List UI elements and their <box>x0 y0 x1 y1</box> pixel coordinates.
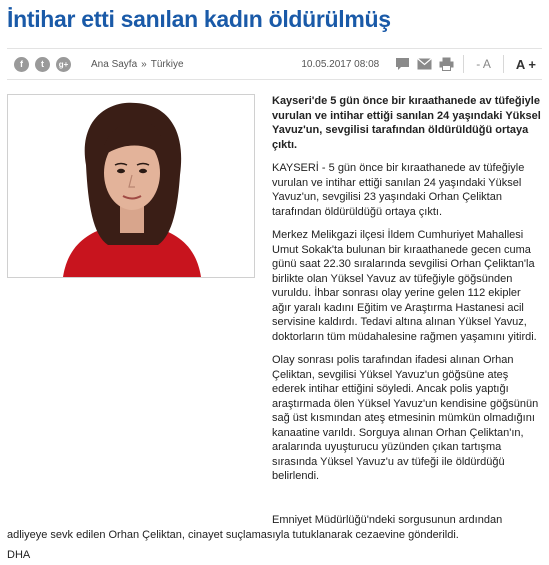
publish-date: 10.05.2017 08:08 <box>301 58 380 70</box>
font-decrease-button[interactable]: - A <box>476 57 491 71</box>
portrait-image <box>8 95 254 277</box>
toolbar-divider <box>463 55 464 73</box>
article-paragraph: KAYSERİ - 5 gün önce bir kıraathanede av tüfeğiyle vurulan ve intihar ettiği sanılan 24 yaşındaki Yüksel Yavuz'un, sevgilisi 23 yaşındaki Orhan Çeliktan tarafından öldürüldüğü ortaya çıktı. <box>272 162 525 218</box>
breadcrumb-category-link[interactable]: Türkiye <box>150 58 184 70</box>
mail-icon[interactable] <box>413 58 435 70</box>
print-icon[interactable] <box>435 57 457 71</box>
article-photo <box>7 94 255 278</box>
article-paragraph: Merkez Melikgazi ilçesi İldem Cumhuriyet Mahallesi Umut Sokak'ta bulunan bir kıraathanede gecen cuma günü saat 22.30 sıralarında sevgilisi Orhan Çeliktan'la birlikte olan Yüksel Yavuz av tüfeğiyle göğsünden vuruldu. İhbar sonrası olay yerine gelen 112 ekipler ağır yaralı kadını Eğitim ve Araştırma Hastanesi acil servisine kaldırdı. Tedavi altına alınan Yüksel Yavuz, doktorların tüm müdahalesine rağmen yaşamını yitirdi. <box>272 229 537 343</box>
article-headline: İntihar etti sanılan kadın öldürülmüş <box>7 6 391 32</box>
toolbar-divider <box>503 55 504 73</box>
article-toolbar <box>7 48 542 80</box>
article-final-block <box>7 513 542 542</box>
article-paragraph: Olay sonrası polis tarafından ifadesi alınan Orhan Çeliktan, sevgilisi Yüksel Yavuz'un göğsüne ateş ederek intihar ettiğini söyledi. Ancak polis yaptığı araştırmada ölen Yüksel Yavuz'un kendisine göğsünün sağ üst kısmından ateş etmesinin mümkün olmadığını kanaatine varıldı. Sorguya alınan Orhan Çeliktan'ın, aralarında uyuşturucu yüzünden çıkan tartışma sırasında Yüksel Yavuz'u av tüfeği ile öldürdüğü belirlendi. <box>272 354 539 482</box>
facebook-icon[interactable]: f <box>14 57 29 72</box>
article-lead: Kayseri'de 5 gün önce bir kıraathanede av tüfeğiyle vurulan ve intihar ettiği sanılan 24 yaşındaki Yüksel Yavuz'un, sevgilisi tarafından öldürüldüğü ortaya çıktı. <box>272 95 541 151</box>
breadcrumb-separator: » <box>141 58 147 70</box>
article-body <box>272 94 542 493</box>
font-increase-button[interactable]: A + <box>515 56 536 72</box>
article-paragraph: Emniyet Müdürlüğü'ndeki sorgusunun ardından adliyeye sevk edilen Orhan Çeliktan, cinayet suçlamasıyla tutuklanarak cezaevine gönderildi. <box>7 514 503 541</box>
source-label: DHA <box>7 549 31 561</box>
twitter-icon[interactable]: t <box>35 57 50 72</box>
comment-icon[interactable] <box>391 57 413 71</box>
google-plus-icon[interactable]: g+ <box>56 57 71 72</box>
breadcrumb-home-link[interactable]: Ana Sayfa <box>91 58 138 70</box>
breadcrumb <box>91 59 184 70</box>
article-source <box>7 548 542 563</box>
